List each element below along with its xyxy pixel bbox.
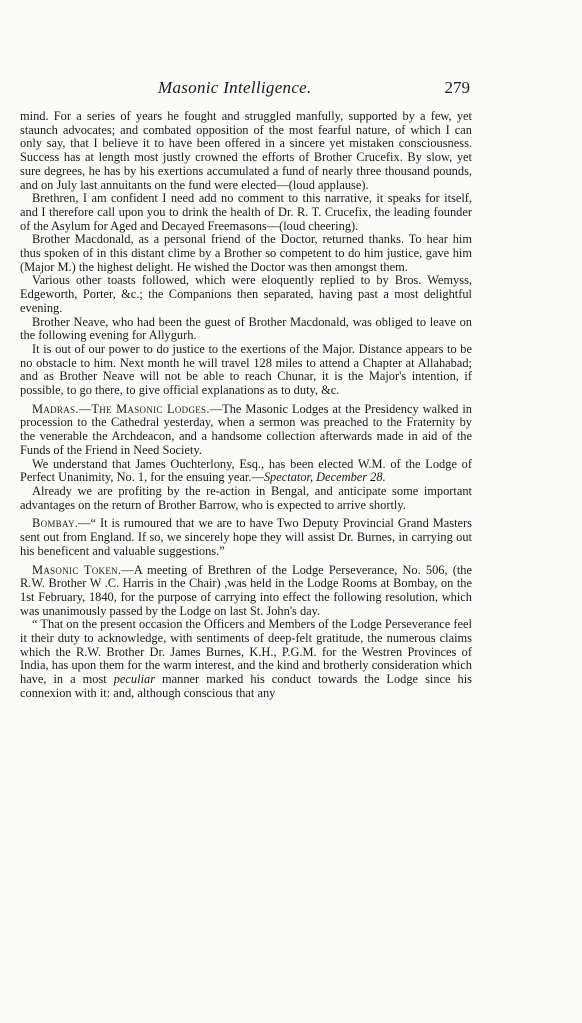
paragraph-text: manner marked his conduct towards the Lodge since his connexion with it: and, although conscious that any — [20, 672, 472, 700]
section-lead: Madras.—The Masonic Lodges. — [32, 401, 210, 416]
paragraph: mind. For a series of years he fought and struggled manfully, supported by a few, yet staunch advocates; and combated opposition of the most fearful nature, of which I can only say, that I believe it to have been offered in a sincere yet mistaken consciousness. Success has at length most justly crowned the efforts of Brother Crucefix. By slow, yet sure degrees, he has by his exertions accumulated a fund of nearly three thousand pounds, and on July last annuitants on the fund were elected—(loud applause). — [20, 109, 472, 192]
body-text — [20, 110, 472, 701]
page-header — [20, 78, 470, 102]
paragraph-text: —A meeting of Brethren of the Lodge Perseverance, No. 506, (the R.W. Brother W .C. Harris in the Chair) ,was held in the Lodge Rooms at Bombay, on the 1st February, 1840, for the purpose of carrying into effect the following resolution, which was unanimously passed by the Lodge on last St. John's day. — [20, 562, 472, 618]
paragraph: Brother Neave, who had been the guest of Brother Macdonald, was obliged to leave on the following evening for Allygurh. — [20, 314, 472, 343]
paragraph: Already we are profiting by the re-action in Bengal, and anticipate some important advantages on the return of Brother Barrow, who is expected to arrive shortly. — [20, 483, 472, 512]
emphasis: peculiar — [113, 672, 156, 687]
paragraph — [20, 517, 472, 558]
section-lead: Bombay. — [32, 516, 79, 531]
page-number: 279 — [444, 78, 470, 97]
paragraph: Brethren, I am confident I need add no comment to this narrative, it speaks for itself, and I therefore call upon you to drink the health of Dr. R. T. Crucefix, the leading founder of the Asylum for Aged and Decayed Freemasons—(loud cheering). — [20, 191, 472, 233]
paragraph: Brother Macdonald, as a personal friend of the Doctor, returned thanks. To hear him thus spoken of in this distant clime by a Brother so competent to do him justice, gave him (Major M.) the highest delight. He wished the Doctor was then amongst them. — [20, 232, 472, 274]
paragraph — [20, 618, 472, 700]
paragraph — [20, 564, 472, 619]
paragraph-text: “ That on the present occasion the Officers and Members of the Lodge Perseverance feel it their duty to acknowledge, with sentiments of deep-felt gratitude, the numerous claims which the R.W. Brother Dr. James Burnes, K.H., P.G.M. for the Westren Provinces of India, has upon them for the warm interest, and the kind and brotherly consideration which have, in a most — [20, 617, 472, 687]
paragraph: It is out of our power to do justice to the exertions of the Major. Distance appears to be no obstacle to him. Next month he will travel 128 miles to attend a Chapter at Allahabad; and as Brother Neave will not be able to reach Chunar, it is the Major's intention, if possible, to go there, to give official explanations as to duty, &c. — [20, 341, 472, 398]
paragraph-text: —The Masonic Lodges at the Presidency walked in procession to the Cathedral yesterday, when a sermon was preached to the Fraternity by the venerable the Archdeacon, and a handsome collection afterwards made in aid of the Funds of the Friend in Need Society. — [20, 401, 472, 457]
running-title: Masonic Intelligence. — [158, 78, 312, 97]
paragraph: Various other toasts followed, which were eloquently replied to by Bros. Wemyss, Edgeworth, Porter, &c.; the Companions then separated, having past a most delightful evening. — [20, 273, 472, 315]
source-citation: Spectator, December 28. — [263, 470, 386, 485]
paragraph-text: We understand that James Ouchterlony, Esq., has been elected W.M. of the Lodge of Perfect Unanimity, No. 1, for the ensuing year.— — [20, 456, 472, 485]
paragraph-text: —“ It is rumoured that we are to have Two Deputy Provincial Grand Masters sent out from England. If so, we sincerely hope they will assist Dr. Burnes, in carrying out his beneficent and valuable suggestions.” — [20, 516, 472, 558]
paragraph — [20, 403, 472, 458]
paragraph — [20, 458, 472, 485]
section-lead: Masonic Token. — [32, 562, 122, 577]
